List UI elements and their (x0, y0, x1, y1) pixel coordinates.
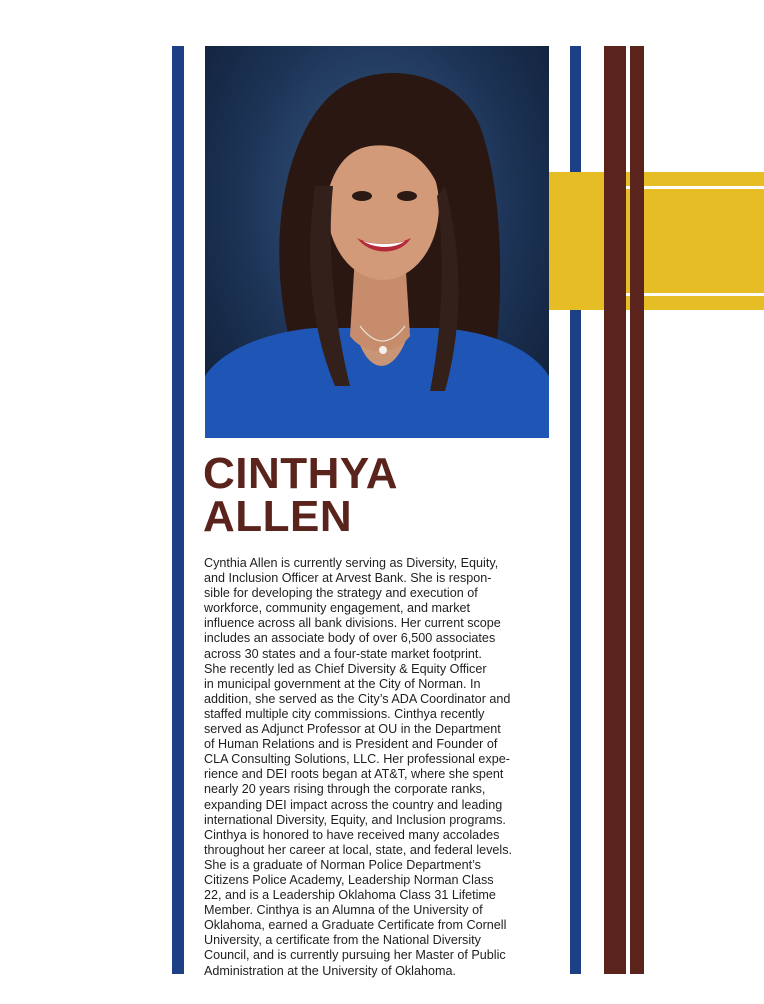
portrait-illustration (205, 46, 549, 438)
bio-line: Citizens Police Academy, Leadership Norman Class (204, 872, 494, 887)
bio-line: Oklahoma, earned a Graduate Certificate from Cornell (204, 918, 507, 933)
brown-stripe-narrow (630, 46, 644, 974)
portrait-photo (205, 46, 549, 438)
bio-line: Administration at the University of Oklahoma. (204, 963, 456, 978)
name-line-1: CINTHYA (203, 449, 399, 498)
bio-line: rience and DEI roots began at AT&T, where she spent (204, 767, 504, 782)
bio-line: sible for developing the strategy and execution of (204, 586, 478, 601)
bio-line: Cinthya is honored to have received many accolades (204, 827, 500, 842)
bio-line: CLA Consulting Solutions, LLC. Her professional expe- (204, 752, 510, 767)
bio-line: in municipal government at the City of Norman. In (204, 676, 481, 691)
bio-line: throughout her career at local, state, and federal levels. (204, 842, 513, 857)
bio-line: She recently led as Chief Diversity & Equity Officer (204, 661, 487, 676)
brown-stripe-wide (604, 46, 626, 974)
person-name (203, 449, 399, 541)
bio-line: 22, and is a Leadership Oklahoma Class 31 Lifetime (204, 888, 496, 903)
bio-line: Member. Cinthya is an Alumna of the University of (204, 903, 483, 918)
bio-line: of Human Relations and is President and Founder of (204, 737, 498, 752)
bio-line: influence across all bank divisions. Her current scope (204, 616, 501, 631)
bio-line: expanding DEI impact across the country and leading (204, 797, 503, 812)
bio-line: Council, and is currently pursuing her Master of Public (204, 948, 506, 963)
biography-text (204, 556, 564, 979)
bio-line: Cynthia Allen is currently serving as Diversity, Equity, (204, 556, 499, 570)
bio-line: staffed multiple city commissions. Cinthya recently (204, 706, 485, 721)
bio-line: University, a certificate from the National Diversity (204, 933, 481, 948)
bio-line: workforce, community engagement, and market (204, 601, 470, 616)
gold-block-outline (604, 186, 764, 296)
bio-line: international Diversity, Equity, and Inclusion programs. (204, 812, 506, 827)
bio-line: She is a graduate of Norman Police Department’s (204, 857, 481, 872)
bio-line: nearly 20 years rising through the corporate ranks, (204, 782, 486, 797)
bio-line: across 30 states and a four-state market footprint. (204, 646, 482, 661)
blue-stripe-left (172, 46, 184, 974)
name-line-2: ALLEN (203, 492, 353, 541)
bio-line: served as Adjunct Professor at OU in the Department (204, 722, 501, 737)
bio-line: includes an associate body of over 6,500 associates (204, 631, 496, 646)
bio-line: addition, she served as the City’s ADA Coordinator and (204, 691, 511, 706)
bio-line: and Inclusion Officer at Arvest Bank. She is respon- (204, 571, 492, 586)
